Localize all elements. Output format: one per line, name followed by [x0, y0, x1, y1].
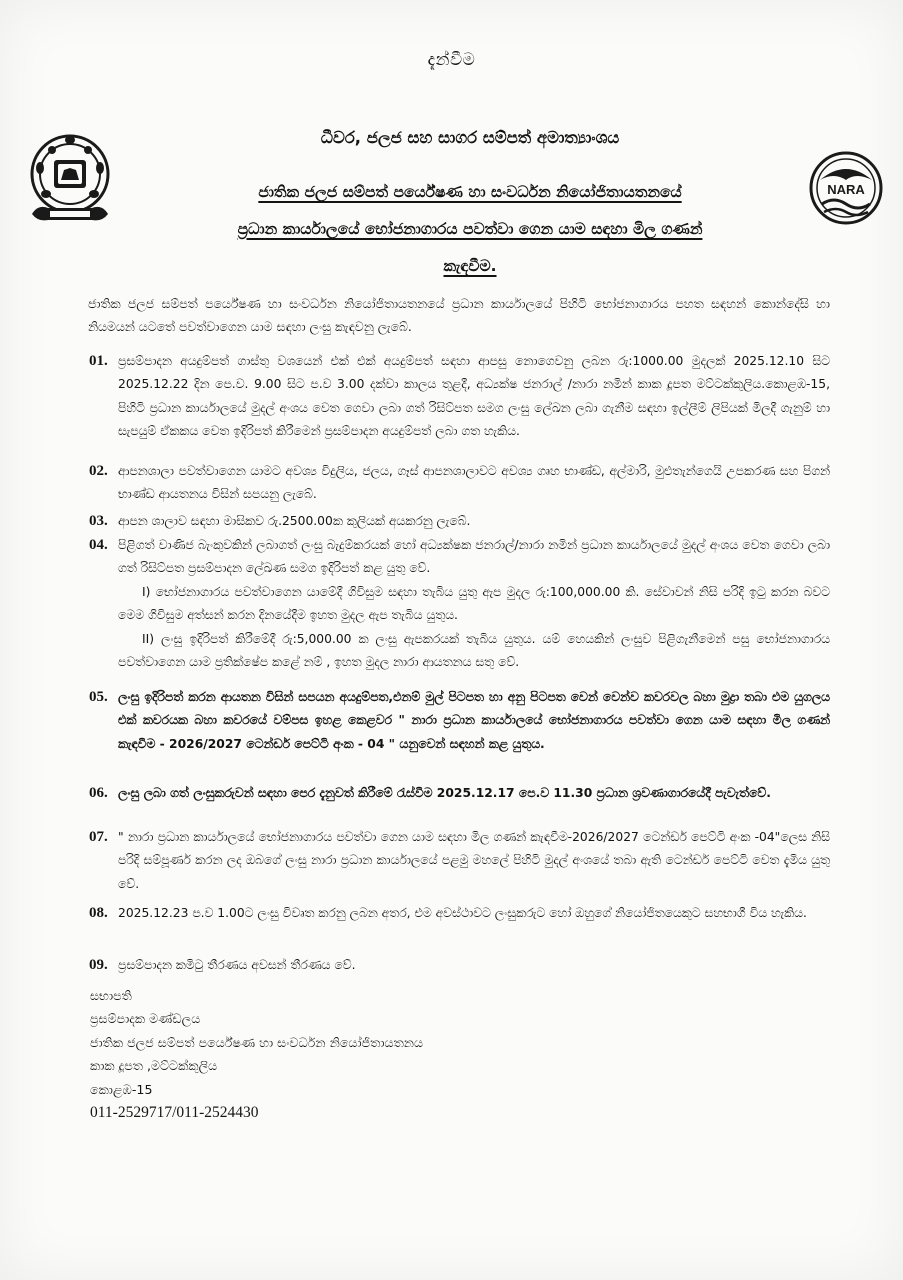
state-crest-emblem [26, 128, 114, 228]
item-text: 2025.12.23 ප.ව 1.00ට ලංසු විවෘත කරනු ලබන අතර, එම අවස්ථාවට ලංසුකරුට හෝ ඔහුගේ නියෝජිතයෙකුට සහභාගී විය හැකිය. [118, 906, 807, 920]
signature-block [90, 984, 423, 1124]
item-text: " නාරා ප්‍රධාන කාර්යාලයේ භෝජනාගාරය පවත්වා ගෙන යාම සඳහා මිල ගණන් කැඳවීම-2026/2027 ටෙන්ඩර් පෙට්ටි අංක -04"ලෙස නිසි පරිදි සම්පූර්ණ කරන ලද ඔබගේ ලංසු නාරා ප්‍රධාන කාර්යාලයේ පළමු මහලේ පිහිටි මුදල් අංශයේ තබා ඇති ටෙන්ඩර් පෙට්ටි වෙත දැමිය යුතු වේ. [118, 830, 830, 891]
item-number: 04. [89, 537, 108, 553]
item-text: ප්‍රසම්පාදන අයදුම්පත් ගාස්තු වශයෙන් එක් එක් අයදුම්පත් සඳහා ආපසු නොගෙවනු ලබන රු:1000.00 මුදලක් 2025.12.10 සිට 2025.12.22 දින පෙ.ව. 9.00 සිට ප.ව 3.00 දක්වා කාලය තුළදී, අධ්‍යක්ෂ ජනරාල් /නාරා නමින් කාක දූපත මට්ටක්කුලිය.කොළඹ-15, පිහිටි ප්‍රධාන කාර්යාලයේ මුදල් අංශය වෙත ගෙවා ලබා ගත් රිසිට්පත සමග ලංසු ලේඛන ලබා ගැනීම සඳහා ඉල්ලීම් ලිපියක් මිලදී ගැනුම් හා සැපයුම් ඒකකය වෙත ඉදිරිපත් කිරීමෙන් ප්‍රසම්පාදන අයදුම්පත් ලබා ගත හැකිය. [118, 354, 830, 439]
intro-paragraph: ජාතික ජලජ සම්පත් පර්යේෂණ හා සංවර්ධන නියෝජිතායතනයේ ප්‍රධාන කාර්යාලයේ පිහිටි භෝජනාගාරය පහත සඳහන් කොන්දේසි හා නියමයන් යටතේ පවත්වාගෙන යාම සඳහා ලංසු කැඳවනු ලැබේ. [88, 296, 830, 334]
list-item [89, 350, 830, 444]
item-sub-clause: II) ලංසු ඉදිරිපත් කිරීමේදී රු:5,000.00 ක ලංසු ඇපකරයක් තැබිය යුතුය. යම් හෙයකින් ලංසුව පිළිගැනීමෙන් පසු භෝජනාගාරය පවත්වාගෙන යාම ප්‍රතික්ෂේප කළේ නම් , ඉහත මුදල නාරා ආයතනය සතු වේ. [118, 631, 830, 670]
nara-logo-text: NARA [827, 182, 865, 197]
item-number: 02. [89, 463, 108, 479]
item-text: ප්‍රසම්පාදන කමිටු තීරණය අවසන් තීරණය වේ. [118, 958, 356, 972]
ministry-name: ධීවර, ජලජ සහ සාගර සම්පත් අමාත්‍යාංශය [320, 128, 620, 147]
list-item [89, 782, 830, 805]
footer-line: සභාපති [90, 988, 132, 1003]
item-number: 03. [89, 513, 108, 529]
item-number: 08. [89, 905, 108, 921]
footer-line: ජාතික ජලජ සම්පත් පර්යේෂණ හා සංවර්ධන නියෝජිතායතනය [90, 1034, 424, 1050]
list-item [89, 902, 830, 925]
document-heading [150, 174, 790, 285]
item-text: ආපනශාලා පවත්වාගෙන යාමට අවශ්‍ය විදුලිය, ජලය, ගෑස් ආපනශාලාවට අවශ්‍ය ගෘහ භාණ්ඩ, අල්මාරි, මුළුතැන්ගෙයි උපකරණ සහ පිගන් භාණ්ඩ ආයතනය විසින් සපයනු ලැබේ. [118, 464, 830, 502]
contact-phone: 011-2529717/011-2524430 [90, 1104, 259, 1122]
list-item [89, 954, 830, 977]
item-text: ලංසු ලබා ගත් ලංසුකරුවන් සඳහා පෙර දැනුවත් කිරීමේ රැස්වීම 2025.12.17 පෙ.ව 11.30 ප්‍රධාන ශ්‍රවණාගාරයේදී පැවැත්වේ. [118, 786, 771, 800]
list-item [89, 510, 830, 533]
heading-line-2: ප්‍රධාන කාර්යාලයේ භෝජනාගාරය පවත්වා ගෙන යාම සඳහා මිල ගණන් [237, 220, 703, 238]
footer-line: කාක දූපත ,මට්ටක්කුලිය [90, 1058, 218, 1074]
item-text: ලංසු ඉදිරිපත් කරන ආයතන විසින් සපයන අයදුම්පත,එනම් මුල් පිටපත හා අනු පිටපත වෙන් වෙන්ව කවරවල බහා මුද්‍රා තබා එම යුගලය එක් කවරයක බහා කවරයේ වම්පස ඉහළ කෙළවර " නාරා ප්‍රධාන කාර්යාලයේ භෝජනාගාරය පවත්වා ගෙන යාම සඳහා මිල ගණන් කැඳවීම - 2026/2027 ටෙන්ඩර් පෙට්ටි අංක - 04 " යනුවෙන් සඳහන් කළ යුතුය. [118, 690, 830, 751]
footer-line: කොළඹ-15 [90, 1081, 153, 1097]
heading-line-1: ජාතික ජලජ සම්පත් පර්යේෂණ හා සංවර්ධන නියෝජිතායතනයේ [258, 183, 682, 201]
list-item [89, 534, 830, 674]
item-number: 07. [89, 829, 108, 845]
item-text: ආපන ශාලාව සඳහා මාසිකව රු.2500.00ක කුලියක් අයකරනු ලැබේ. [118, 514, 471, 528]
item-number: 06. [89, 785, 108, 801]
nara-logo [808, 150, 884, 226]
heading-line-3: කැඳවීම. [443, 257, 497, 275]
list-item [89, 460, 830, 507]
item-number: 05. [89, 689, 108, 705]
item-number: 01. [89, 353, 108, 369]
list-item [89, 686, 830, 756]
list-item [89, 826, 830, 896]
notice-title: දැන්වීම [427, 50, 476, 70]
footer-line: ප්‍රසම්පාදක මණ්ඩලය [90, 1011, 201, 1027]
item-sub-clause: I) භෝජනාගාරය පවත්වාගෙන යාමේදී ගිවිසුම සඳහා තැබිය යුතු ඇප මුදල රු:100,000.00 කි. සේවාවන් නිසි පරිදි ඉටු කරන බවට මෙම ගිවිසුම අත්සන් කරන දිනයේදීම ඉහත මුදල ඇප තැබිය යුතුය. [118, 584, 830, 623]
item-text: පිළිගත් වාණිජ බැංකුවකින් ලබාගත් ලංසු බැදුම්කරයක් හෝ අධ්‍යක්ෂක ජනරාල්/නාරා නමින් ප්‍රධාන කාර්යාලයේ මුදල් අංශය වෙත ගෙවා ලබා ගත් රිසිට්පත ප්‍රසම්පාදන ලේඛණ සමග ඉදිරිපත් කළ යුතු වේ. [118, 538, 830, 576]
item-number: 09. [89, 957, 108, 973]
